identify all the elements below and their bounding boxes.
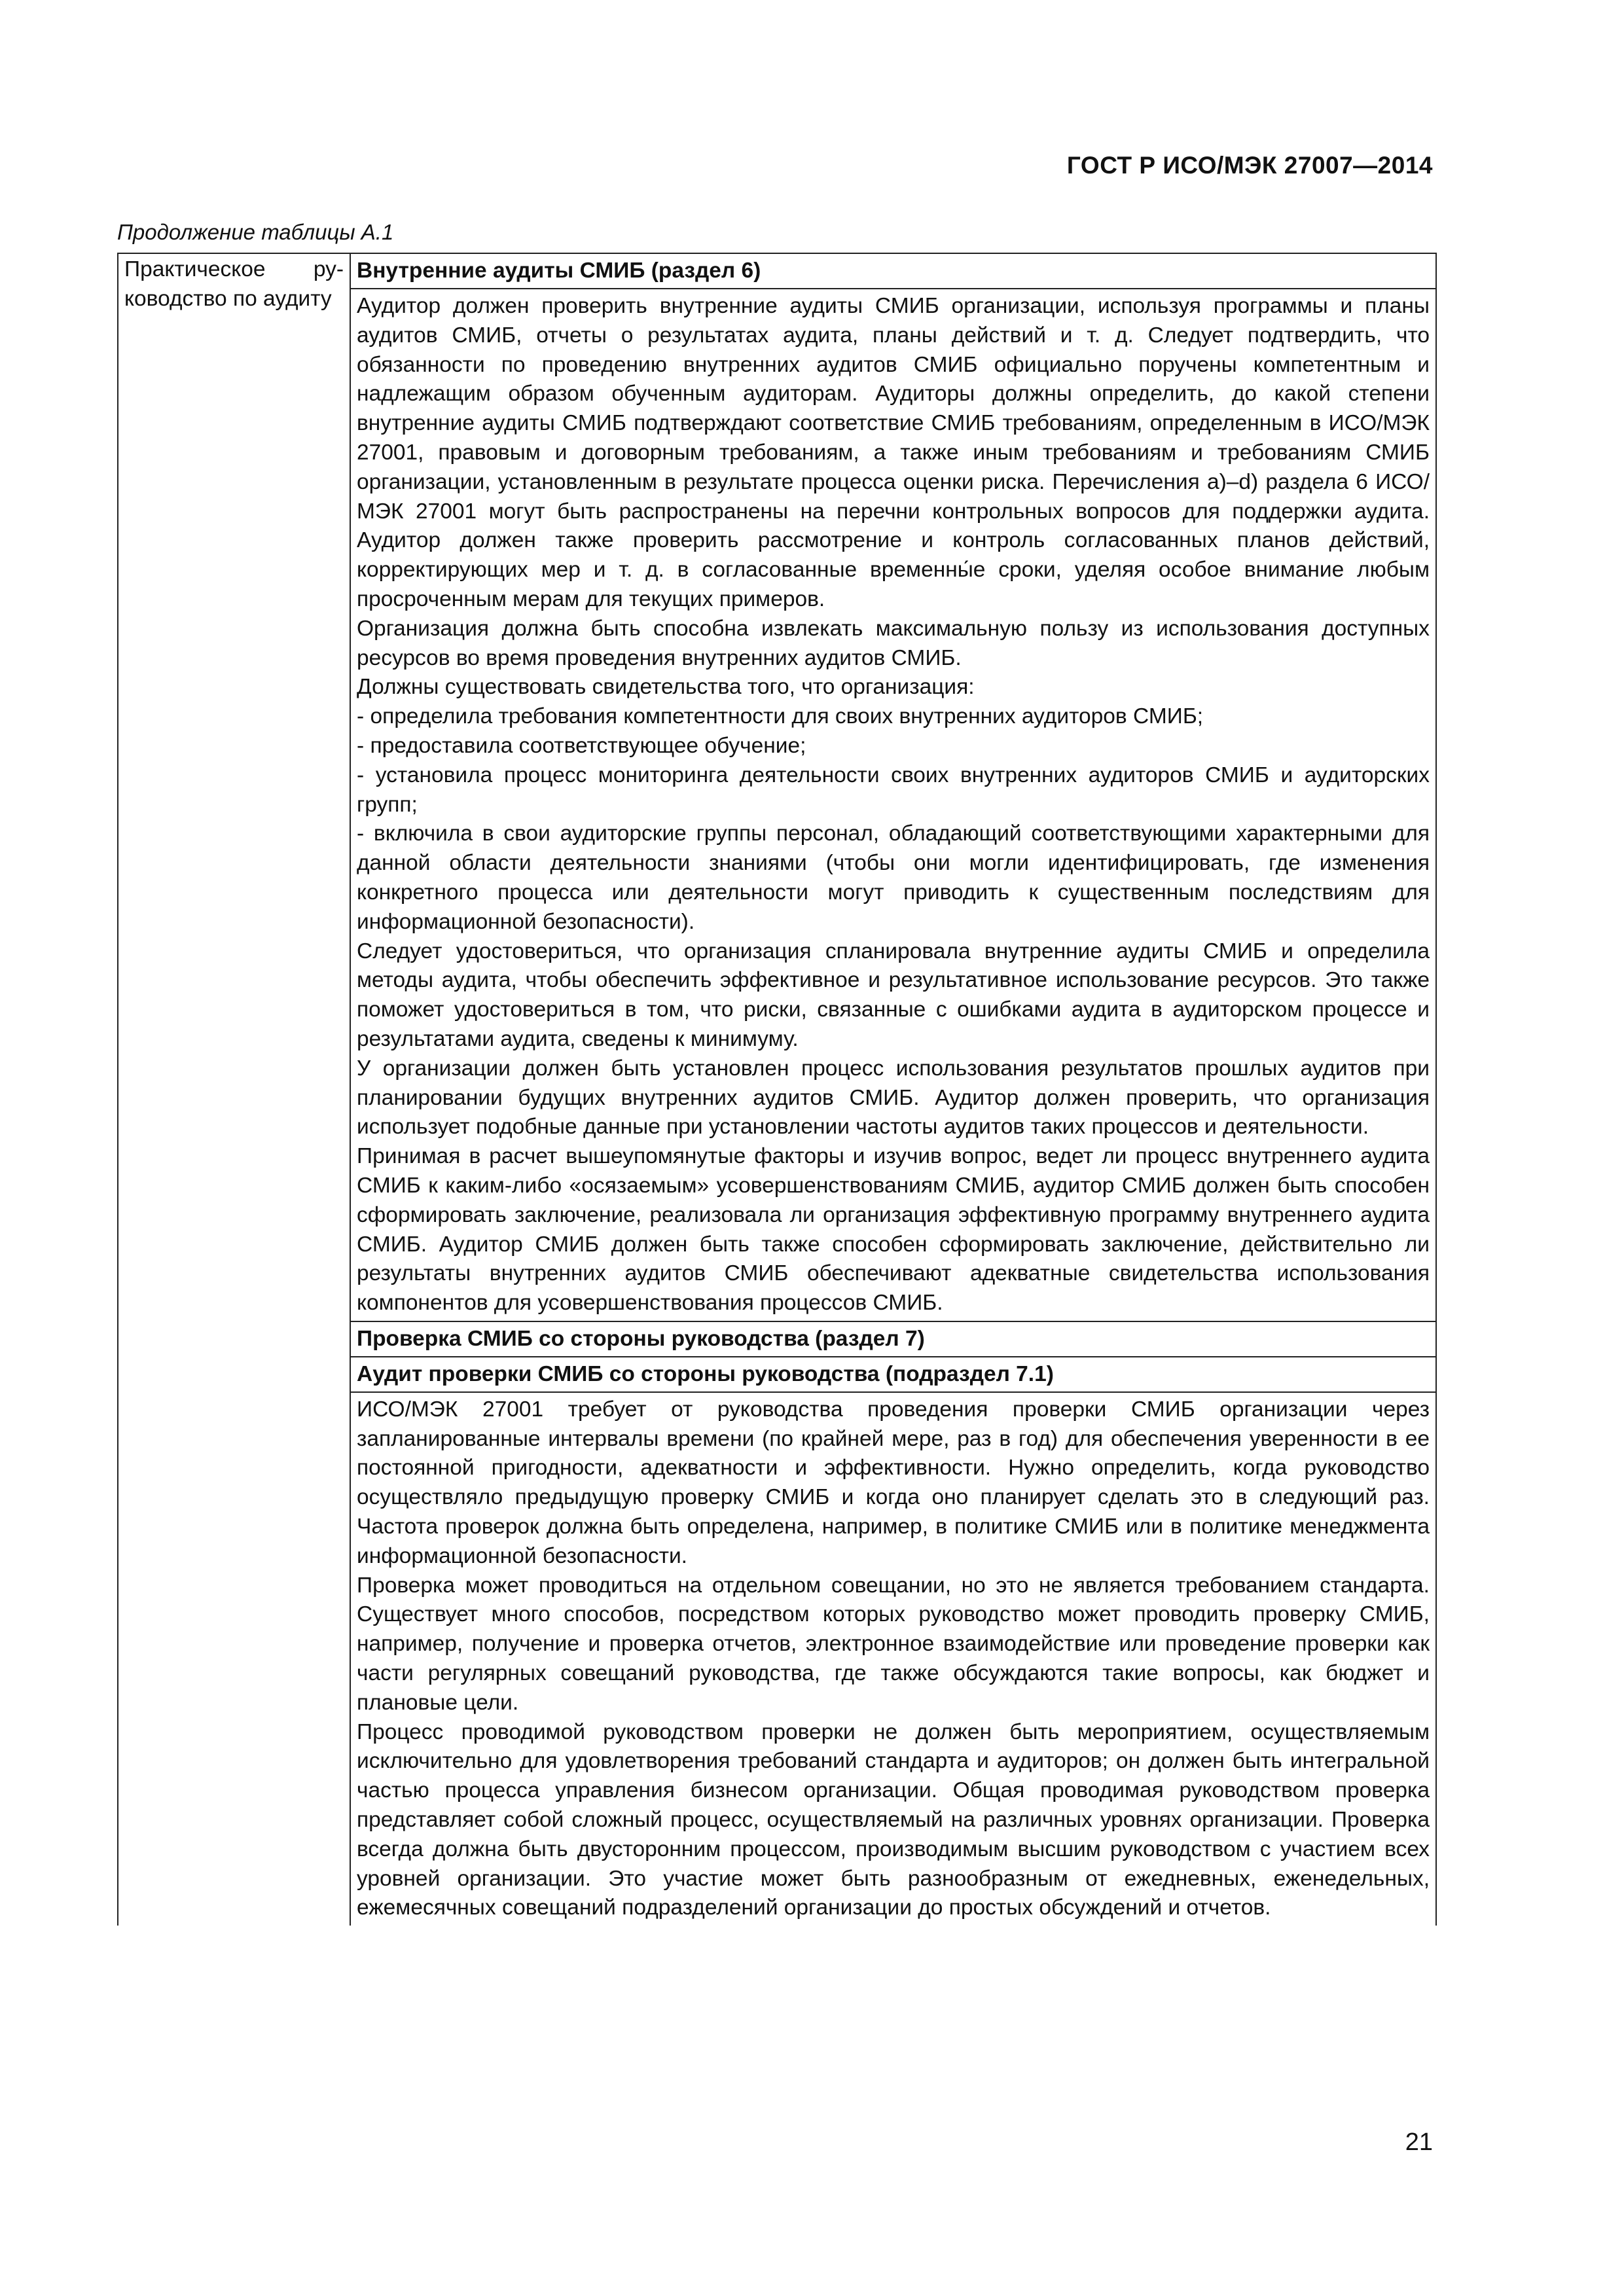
paragraph: У организации должен быть установлен процесс использования результатов прошлых аудитов при планировании будущих внутренних аудитов СМИБ. Аудитор должен проверить, что организация использует подобные данные при установлении частоты аудитов таких процессов и деятельности. (357, 1056, 1430, 1139)
list-item: - включила в свои аудиторские группы персонал, обладающий соответствующими характерными для данной области деятельности знаниями (чтобы они могли идентифицировать, где изменения конкретного процесса или деятельности могут приводить к существенным последствиям для информационной безопасности). (357, 821, 1430, 934)
list-item: - предоставила соответствующее обучение; (357, 733, 806, 758)
left-column-cell (118, 253, 350, 1926)
page-number: 21 (1405, 2128, 1433, 2156)
paragraph: Организация должна быть способна извлекать максимальную пользу из использования доступных ресурсов во время проведения внутренних аудитов СМИБ. (357, 616, 1430, 670)
table-row (118, 253, 1436, 289)
document-standard-header: ГОСТ Р ИСО/МЭК 27007—2014 (1066, 152, 1433, 179)
section-heading-internal-audits: Внутренние аудиты СМИБ (раздел 6) (350, 253, 1436, 289)
list-item: - определила требования компетентности для своих внутренних аудиторов СМИБ; (357, 704, 1204, 729)
section-heading-management-review: Проверка СМИБ со стороны руководства (раздел 7) (350, 1321, 1436, 1357)
audit-guidance-table (117, 253, 1437, 1926)
paragraph: ИСО/МЭК 27001 требует от руководства проведения проверки СМИБ организации через запланированные интервалы времени (по крайней мере, раз в год) для обеспечения уверенности в ее постоянной пригодности, адекватности и эффективности. Нужно определить, когда руководство осуществляло предыдущую проверку СМИБ и когда оно планирует сделать это в следующий раз. Частота проверок должна быть определена, например, в политике СМИБ или в политике менеджмента информационной безопасности. (357, 1397, 1430, 1568)
section-content-internal-audits (350, 289, 1436, 1321)
paragraph: Должны существовать свидетельства того, что организация: (357, 675, 975, 700)
paragraph: Следует удостовериться, что организация спланировала внутренние аудиты СМИБ и определила методы аудита, чтобы обеспечить эффективное и результативное использование ресурсов. Это также поможет удостовериться в том, что риски, связанные с ошибками аудита в аудиторском процессе и результатами аудита, сведены к минимуму. (357, 939, 1430, 1051)
paragraph: Принимая в расчет вышеупомянутые факторы и изучив вопрос, ведет ли процесс внутреннего аудита СМИБ к каким-либо «осязаемым» усовершенствованиям СМИБ, аудитор СМИБ должен быть способен сформировать заключение, реализовала ли организация эффективную программу внутреннего аудита СМИБ. Аудитор СМИБ должен быть также способен сформировать заключение, действительно ли результаты внутренних аудитов СМИБ обеспечивают адекватные свидетельства использования компонентов для усовершенствования процессов СМИБ. (357, 1144, 1430, 1316)
table-caption: Продолжение таблицы А.1 (117, 220, 394, 244)
left-column-label: Практическое руководство по аудиту (124, 257, 344, 311)
paragraph: Процесс проводимой руководством проверки не должен быть мероприятием, осуществляемым исключительно для удовлетворения требований стандарта и аудиторов; он должен быть интегральной частью процесса управления бизнесом организации. Общая проводимая руководством проверка представляет собой сложный процесс, осуществляемый на различных уровнях организации. Проверка всегда должна быть двусторонним процессом, производимым высшим руководством с участием всех уровней организации. Это участие может быть разнообразным от ежедневных, еженедельных, ежемесячных совещаний подразделений организации до простых обсуждений и отчетов. (357, 1719, 1430, 1920)
list-item: - установила процесс мониторинга деятельности своих внутренних аудиторов СМИБ и аудиторских групп; (357, 762, 1430, 817)
paragraph: Аудитор должен проверить внутренние аудиты СМИБ организации, используя программы и планы аудитов СМИБ, отчеты о результатах аудита, планы действий и т. д. Следует подтвердить, что обязанности по проведению внутренних аудитов СМИБ официально поручены компетентным и надлежащим образом обученным аудиторам. Аудиторы должны определить, до какой степени внутренние аудиты СМИБ подтверждают соответствие СМИБ требованиям, определенным в ИСО/МЭК 27001, правовым и договорным требованиям, а также иным требованиям и требованиям СМИБ организации, установленным в результате процесса оценки риска. Перечисления a)–d) раздела 6 ИСО/МЭК 27001 могут быть распространены на перечни контрольных вопросов для поддержки аудита. Аудитор должен также проверить рассмотрение и контроль согласованных планов действий, корректирующих мер и т. д. в согласованные временны́е сроки, уделяя особое внимание любым просроченным мерам для текущих примеров. (357, 294, 1430, 611)
section-content-management-review-audit (350, 1392, 1436, 1926)
section-heading-management-review-audit: Аудит проверки СМИБ со стороны руководства (подраздел 7.1) (350, 1357, 1436, 1392)
paragraph: Проверка может проводиться на отдельном совещании, но это не является требованием стандарта. Существует много способов, посредством которых руководство может проводить проверку СМИБ, например, получение и проверка отчетов, электронное взаимодействие или проведение проверки как части регулярных совещаний руководства, где также обсуждаются такие вопросы, как бюджет и плановые цели. (357, 1573, 1430, 1715)
